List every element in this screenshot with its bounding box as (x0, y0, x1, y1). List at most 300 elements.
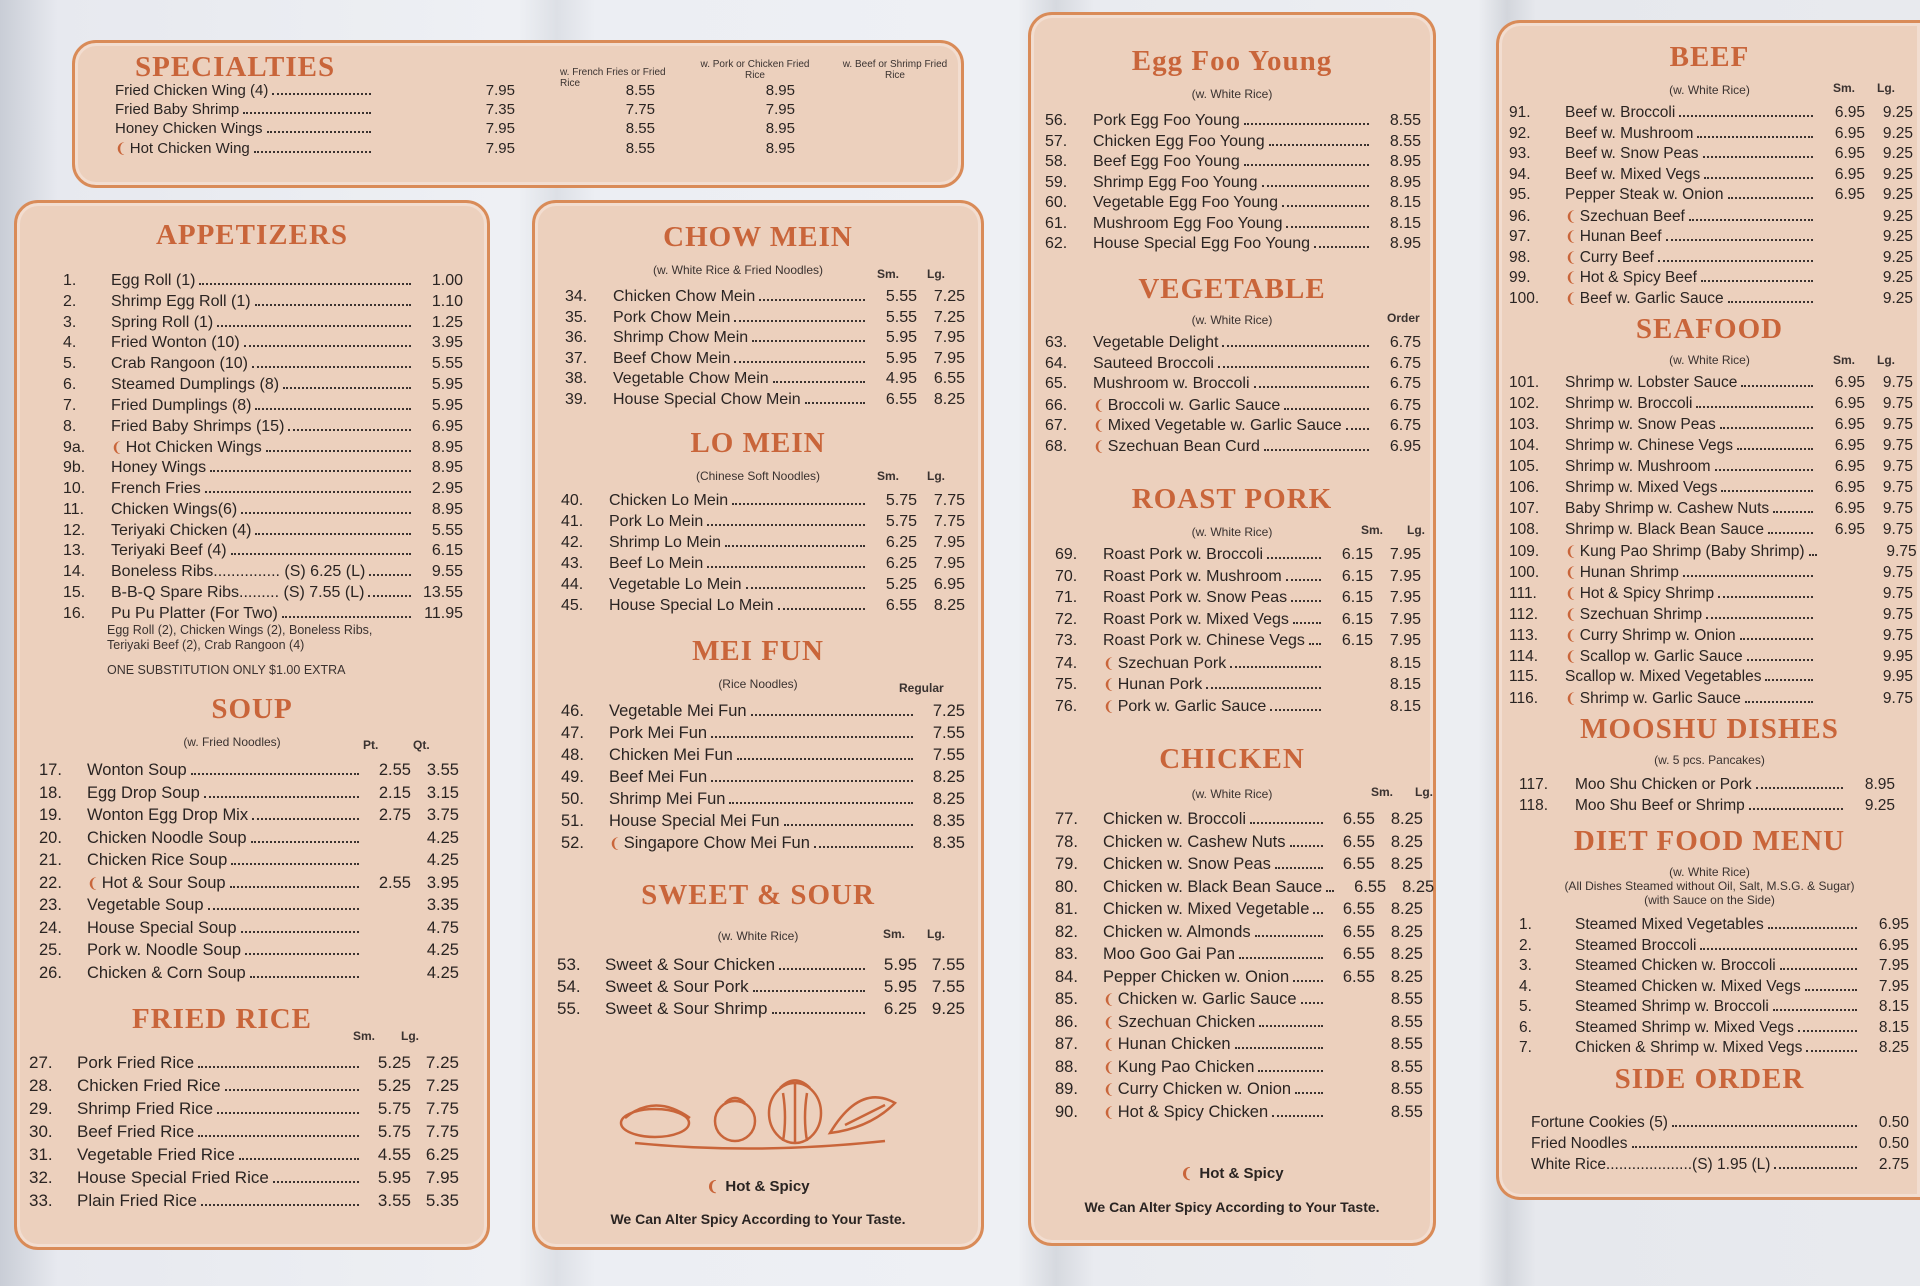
appetizers-title: APPETIZERS (155, 219, 349, 251)
dot-leader (255, 533, 411, 535)
item-number: 85. (1055, 990, 1078, 1008)
item-price: 6.95 (1834, 104, 1865, 121)
pepper-icon: ❨ (1565, 289, 1577, 306)
item-price: 9.25 (1882, 207, 1913, 225)
alter-spicy-note-2: We Can Alter Spicy According to Your Taste. (1084, 1199, 1380, 1215)
item-name-text: Vegetable Soup (87, 896, 204, 914)
item-number: 47. (561, 724, 584, 742)
item-name-text: Kung Pao Shrimp (Baby Shrimp) (1579, 543, 1805, 560)
item-name (87, 895, 204, 915)
item-price: 7.95 (1389, 589, 1421, 606)
dot-leader (1295, 1092, 1323, 1094)
item-number: 105. (1509, 458, 1540, 475)
menu-row (1509, 625, 1913, 646)
dot-leader (773, 381, 865, 383)
item-name-text: Sauteed Broccoli (1093, 354, 1214, 372)
fried-rice-header-lg: Lg. (401, 1029, 419, 1043)
item-number: 5. (63, 355, 77, 373)
item-name-text: Fried Dumplings (8) (111, 396, 252, 414)
item-number: 7. (1519, 1039, 1532, 1056)
item-name (1103, 1079, 1291, 1099)
item-price: 8.35 (932, 812, 965, 830)
item-price: 6.75 (1389, 375, 1421, 392)
menu-row (1045, 374, 1421, 394)
item-number: 34. (565, 288, 588, 305)
item-name (1093, 374, 1250, 394)
item-name-text: Chicken w. Almonds (1103, 922, 1251, 941)
menu-row (1509, 457, 1913, 477)
item-price: 6.95 (1878, 916, 1909, 933)
dot-leader (805, 402, 865, 404)
item-number: 68. (1045, 437, 1068, 455)
item-name-text: Pepper Chicken w. Onion (1103, 967, 1290, 986)
item-name-text: Roast Pork w. Snow Peas (1103, 589, 1288, 606)
item-number: 9b. (63, 459, 86, 477)
item-price: 7.55 (932, 724, 965, 742)
item-number: 4. (1519, 977, 1532, 995)
item-name (1565, 688, 1741, 709)
item-number: 33. (29, 1191, 53, 1210)
item-number: 104. (1509, 437, 1540, 454)
item-price: 9.75 (1882, 606, 1913, 623)
item-number: 13. (63, 542, 86, 560)
dot-leader (1768, 532, 1813, 534)
item-number: 88. (1055, 1057, 1078, 1076)
item-name-text: Shrimp w. Snow Peas (1565, 416, 1716, 433)
menu-row (561, 575, 965, 595)
item-name-text: Mixed Vegetable w. Garlic Sauce (1107, 417, 1342, 434)
item-name (77, 1168, 269, 1188)
pepper-icon: ❨ (1093, 417, 1105, 433)
fried-rice-title: FRIED RICE (132, 1003, 312, 1035)
dot-leader (1696, 406, 1813, 408)
item-number: 102. (1509, 395, 1540, 412)
item-price: 6.75 (1389, 354, 1421, 372)
item-price: 6.95 (1834, 458, 1865, 475)
pepper-icon: ❨ (87, 874, 99, 891)
item-number: 71. (1055, 589, 1078, 606)
item-name (1103, 674, 1202, 695)
dot-leader (1222, 345, 1369, 347)
menu-row (1509, 165, 1913, 185)
dot-leader (230, 886, 359, 888)
menu-row (1055, 854, 1423, 874)
item-name (1103, 832, 1286, 852)
dot-leader (239, 1158, 359, 1160)
pepper-icon: ❨ (1565, 627, 1577, 643)
menu-row (1509, 499, 1913, 519)
item-name-text: Egg Drop Soup (87, 783, 200, 802)
menu-row (29, 1076, 459, 1096)
item-price: 6.55 (1342, 945, 1375, 963)
beef-title: BEEF (1669, 41, 1750, 73)
dot-leader (267, 131, 371, 133)
item-name (1575, 915, 1764, 935)
menu-row (557, 999, 965, 1019)
dot-leader (1293, 980, 1323, 982)
item-price: 8.55 (625, 140, 655, 157)
menu-row (1509, 226, 1913, 247)
item-name-text: Sweet & Sour Pork (605, 977, 749, 996)
dot-leader (1275, 867, 1323, 869)
item-number: 52. (561, 834, 584, 852)
item-number: 54. (557, 977, 581, 996)
item-price: 9.25 (1882, 186, 1913, 203)
item-number: 27. (29, 1053, 53, 1072)
dot-leader (784, 824, 913, 826)
item-name-text: Chicken Rice Soup (87, 851, 228, 869)
item-price: 6.55 (1342, 922, 1375, 941)
menu-row (561, 833, 965, 853)
item-name-text: Egg Roll (1) (111, 272, 196, 289)
item-price: 6.15 (1341, 589, 1373, 606)
item-name (1103, 1057, 1254, 1077)
menu-row (63, 417, 463, 437)
dot-leader (753, 990, 865, 992)
menu-row (39, 760, 459, 780)
item-price: 8.55 (1389, 132, 1421, 150)
item-name (1103, 588, 1287, 608)
item-price: 11.95 (424, 604, 463, 622)
item-name-text: Hot & Sour Soup (101, 873, 226, 892)
item-price: 6.25 (885, 555, 917, 572)
item-price: 7.95 (1389, 546, 1421, 563)
item-price: 9.25 (1864, 797, 1895, 814)
item-number: 57. (1045, 132, 1068, 150)
menu-row (39, 805, 459, 825)
item-number: 58. (1045, 153, 1068, 170)
dot-leader (1255, 935, 1323, 937)
dot-leader (369, 574, 411, 576)
item-name (1565, 604, 1702, 625)
menu-row (1055, 545, 1421, 565)
dot-leader (1244, 123, 1369, 125)
item-number: 59. (1045, 173, 1068, 191)
menu-row (1045, 173, 1421, 193)
sweet-sour-subtitle: (w. White Rice) (717, 929, 799, 943)
item-number: 32. (29, 1168, 53, 1187)
item-name (115, 100, 239, 120)
item-number: 10. (63, 480, 86, 497)
specialties-title: SPECIALTIES (135, 51, 336, 83)
item-name-text: Shrimp Chow Mein (613, 329, 749, 346)
item-number: 18. (39, 783, 62, 802)
item-price: 5.35 (425, 1191, 459, 1210)
item-number: 42. (561, 534, 584, 551)
vegetable-title: VEGETABLE (1138, 273, 1326, 305)
item-name (1575, 936, 1696, 956)
item-name-text: Plain Fried Rice (77, 1191, 197, 1210)
item-number: 66. (1045, 396, 1068, 414)
item-number: 107. (1509, 500, 1540, 517)
item-name-text: Chicken Noodle Soup (87, 828, 247, 847)
item-price: 4.55 (377, 1145, 411, 1164)
side-order-title: SIDE ORDER (1614, 1063, 1805, 1095)
item-number: 99. (1509, 269, 1531, 286)
pepper-icon: ❨ (111, 439, 123, 456)
menu-row (1509, 103, 1913, 123)
menu-row (565, 369, 965, 389)
dot-leader (191, 773, 359, 775)
item-name-text: Pork Fried Rice (77, 1053, 195, 1072)
menu-row (1045, 193, 1421, 213)
item-name-text: Hunan Pork (1117, 676, 1203, 693)
menu-row (63, 541, 463, 561)
menu-row (1045, 415, 1421, 436)
dot-leader (244, 345, 411, 347)
dot-leader (1230, 666, 1321, 668)
item-price: 6.95 (1878, 936, 1909, 954)
fried-rice-header-sm: Sm. (353, 1029, 376, 1043)
dot-leader (734, 361, 865, 363)
menu-row (1509, 394, 1913, 414)
item-name-text: Pork Egg Foo Young (1093, 112, 1240, 129)
item-name (1565, 646, 1743, 667)
dot-leader (1683, 575, 1813, 577)
menu-row (1509, 541, 1917, 562)
item-price: 7.25 (425, 1076, 459, 1095)
item-name (1103, 545, 1263, 565)
item-price: 6.95 (431, 417, 463, 435)
dot-leader (1250, 822, 1323, 824)
item-price: 7.55 (931, 955, 965, 974)
menu-row (1509, 185, 1913, 205)
item-price: 7.95 (933, 349, 965, 367)
dot-leader (1258, 1070, 1323, 1072)
diet-subtitle-3: (with Sauce on the Side) (1644, 893, 1775, 907)
dot-leader (1718, 596, 1813, 598)
item-name (115, 138, 250, 159)
item-name-text: House Special Soup (87, 918, 237, 937)
item-number: 17. (39, 761, 62, 779)
item-name (111, 396, 251, 416)
item-price: 5.25 (377, 1076, 411, 1095)
item-name (1103, 877, 1322, 897)
item-name-text: House Special Chow Mein (613, 390, 801, 408)
item-name (1565, 499, 1769, 519)
item-number: 15. (63, 584, 86, 601)
item-number: 51. (561, 812, 584, 830)
item-price: 4.95 (885, 370, 917, 387)
item-price: 1.00 (431, 272, 463, 289)
dot-leader (272, 93, 371, 95)
item-name (111, 541, 227, 561)
item-price: 8.25 (1390, 900, 1423, 918)
item-name-text: Chicken w. Broccoli (1103, 810, 1247, 828)
dot-leader (198, 1135, 359, 1137)
item-price: 8.25 (1390, 922, 1423, 941)
item-price: 6.95 (1834, 186, 1865, 203)
menu-row (29, 1122, 459, 1142)
item-name (1565, 144, 1699, 164)
item-price: 7.95 (485, 120, 515, 137)
item-name-text: Chicken Mei Fun (609, 746, 733, 764)
dot-leader (245, 953, 359, 955)
dot-leader (1741, 385, 1813, 387)
item-number: 65. (1045, 375, 1068, 392)
menu-row (561, 767, 965, 787)
item-name-text: Shrimp w. Mushroom (1565, 458, 1711, 475)
item-price: 6.95 (1834, 437, 1865, 454)
item-price: 6.75 (1389, 417, 1421, 434)
item-price: 8.35 (932, 834, 965, 852)
item-name (1093, 415, 1342, 436)
item-name-text: Chicken w. Garlic Sauce (1117, 990, 1297, 1008)
menu-row (29, 1145, 459, 1165)
item-name-text: House Special Egg Foo Young (1093, 235, 1311, 252)
item-name (1531, 1134, 1628, 1154)
dot-leader (1768, 927, 1857, 929)
dot-leader (282, 616, 411, 618)
item-number: 101. (1509, 374, 1540, 391)
dot-leader (1254, 386, 1370, 388)
item-name (1565, 520, 1764, 540)
item-price: 13.55 (422, 584, 463, 601)
item-name-text: House Special Fried Rice (77, 1168, 269, 1187)
item-name-text: Hot & Spicy Shrimp (1579, 585, 1715, 602)
menu-row (565, 328, 965, 348)
item-price: 6.95 (1834, 124, 1865, 142)
item-name (111, 458, 206, 478)
item-name-text: Steamed Broccoli (1575, 936, 1697, 954)
dot-leader (1326, 890, 1334, 892)
item-price: 6.15 (1341, 610, 1373, 628)
dot-leader (205, 491, 411, 493)
item-name-text: Scallop w. Mixed Vegetables (1565, 668, 1762, 685)
menu-row (39, 873, 459, 893)
item-name (1103, 1102, 1268, 1122)
item-number: 95. (1509, 186, 1531, 203)
soup-header-pt: Pt. (363, 738, 379, 752)
item-name-text: Shrimp w. Chinese Vegs (1565, 437, 1734, 454)
item-name (1093, 214, 1282, 234)
item-name-text: Sweet & Sour Chicken (605, 955, 776, 974)
item-name (115, 119, 263, 139)
item-price: 7.75 (933, 492, 965, 509)
specialties-header-2: w. Pork or Chicken Fried Rice (700, 59, 810, 81)
menu-row (63, 396, 463, 416)
item-name-text: Wonton Soup (87, 761, 187, 779)
dot-leader (1239, 957, 1323, 959)
item-price: 8.95 (431, 439, 463, 457)
item-name (1565, 288, 1724, 309)
item-name (77, 1099, 213, 1119)
item-price: 8.55 (625, 82, 655, 99)
item-price: 7.95 (933, 534, 965, 551)
item-name (77, 1076, 221, 1096)
item-name-text: Beef w. Snow Peas (1565, 145, 1699, 162)
item-name-text: Wonton Egg Drop Mix (87, 806, 249, 824)
item-name-text: Moo Shu Beef or Shrimp (1575, 797, 1745, 814)
pepper-icon: ❨ (1103, 1013, 1115, 1030)
menu-row (561, 491, 965, 511)
item-price: 7.95 (1389, 610, 1421, 628)
pepper-icon: ❨ (1565, 690, 1577, 706)
item-name-text: Fried Baby Shrimp (115, 101, 240, 118)
item-price: 5.95 (883, 955, 917, 974)
item-number: 90. (1055, 1102, 1078, 1121)
item-name-text: B-B-Q Spare Ribs......... (S) 7.55 (L) (111, 584, 365, 601)
item-name (1565, 457, 1711, 477)
pepper-icon: ❨ (1565, 207, 1577, 224)
item-name-text: Roast Pork w. Broccoli (1103, 546, 1264, 563)
menu-row (1509, 520, 1913, 540)
item-name (1093, 132, 1265, 152)
item-price: 5.75 (885, 492, 917, 509)
item-name (1565, 562, 1679, 583)
item-name (609, 533, 721, 553)
item-number: 29. (29, 1099, 53, 1118)
dot-leader (1806, 1050, 1857, 1052)
item-name (1093, 436, 1260, 457)
pepper-icon: ❨ (1093, 396, 1105, 413)
item-price: 9.55 (431, 563, 463, 581)
item-name (1103, 854, 1271, 874)
item-name (77, 1122, 194, 1142)
item-price: 6.15 (1341, 546, 1373, 563)
item-number: 45. (561, 597, 584, 614)
dot-leader (1206, 687, 1321, 689)
item-price: 8.95 (1389, 153, 1421, 170)
item-number: 60. (1045, 194, 1068, 211)
item-number: 76. (1055, 697, 1078, 715)
dot-leader (1740, 638, 1813, 640)
item-price: 9.75 (1882, 521, 1913, 538)
dot-leader (243, 112, 371, 114)
menu-row (1519, 915, 1909, 935)
dot-leader (1715, 469, 1813, 471)
dot-leader (1706, 617, 1813, 619)
lo-mein-header-sm: Sm. (877, 469, 900, 483)
item-number: 83. (1055, 945, 1078, 963)
menu-row (39, 918, 459, 938)
item-name (1103, 922, 1251, 942)
item-price: 5.25 (885, 576, 917, 593)
menu-row (115, 119, 795, 139)
item-price: 6.95 (1834, 165, 1865, 183)
item-price: 8.95 (1389, 173, 1421, 191)
item-number: 108. (1509, 521, 1540, 538)
item-price: 6.95 (1834, 374, 1865, 391)
item-price: 9.25 (1882, 145, 1913, 162)
item-name-text: Hunan Shrimp (1579, 564, 1679, 581)
item-price: 6.55 (933, 370, 965, 387)
item-name (111, 562, 365, 582)
item-price: 3.15 (426, 783, 459, 802)
item-name-text: Chicken & Corn Soup (87, 963, 246, 982)
item-name (613, 369, 769, 389)
item-price: 8.95 (765, 82, 795, 99)
item-price: 6.15 (431, 542, 463, 560)
item-number: 21. (39, 851, 62, 869)
item-name (1093, 354, 1214, 374)
item-name (609, 789, 725, 809)
dot-leader (1747, 659, 1813, 661)
item-name-text: Beef Chow Mein (613, 349, 731, 367)
item-name (609, 554, 703, 574)
item-name (111, 417, 284, 437)
seafood-subtitle: (w. White Rice) (1669, 353, 1750, 367)
item-price: 8.25 (1390, 832, 1423, 851)
menu-row (565, 287, 965, 307)
item-name (609, 833, 810, 853)
item-number: 30. (29, 1122, 53, 1141)
menu-row (29, 1168, 459, 1188)
menu-row (63, 583, 463, 603)
dot-leader (1314, 246, 1369, 248)
item-price: 7.75 (425, 1122, 459, 1141)
item-name (111, 479, 201, 499)
